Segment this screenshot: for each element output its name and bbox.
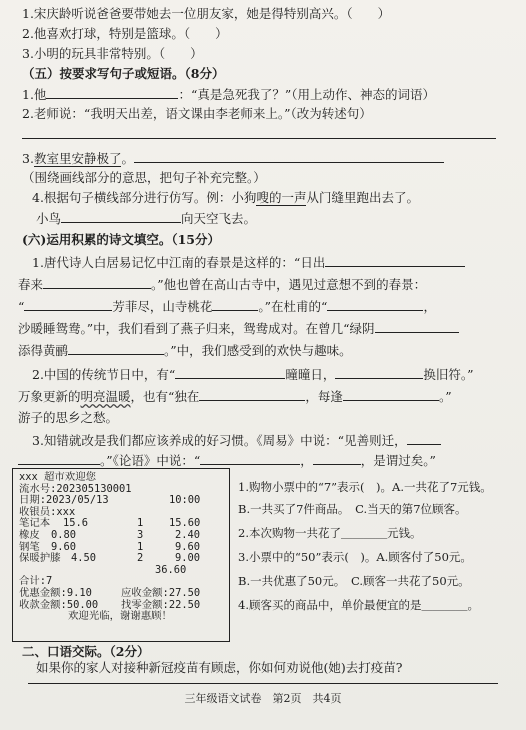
- receipt-header: xxx 超市欢迎您: [19, 471, 96, 483]
- part7-question: B.一共买了7件商品。 C.当天的第7位顾客。: [238, 502, 467, 516]
- part5-q4-line: 小鸟 向天空飞去。: [36, 211, 257, 226]
- answer-blank[interactable]: [175, 366, 285, 379]
- part6-line-7: 万象更新的明亮温暖，也有“独在 ，每逢 。”: [18, 389, 452, 404]
- part5-q3-note: （围绕画线部分的意思，把句子补充完整。）: [22, 170, 266, 185]
- answer-line[interactable]: [22, 138, 496, 139]
- part6-line-3: “ 芳菲尽，山寺桃花 。”在杜甫的“ ，: [18, 299, 436, 314]
- part8-prompt: 如果你的家人对接种新冠疫苗有顾虑，你如何劝说他(她)去打疫苗?: [36, 660, 403, 675]
- part6-line-9: 3.知错就改是我们都应该养成的好习惯。《周易》中说：“见善则迁，: [32, 432, 441, 449]
- part6-line-1: 1.唐代诗人白居易记忆中江南的春景是这样的：“日出: [32, 254, 465, 271]
- answer-blank[interactable]: [325, 254, 465, 267]
- part7-question: 4.顾客买的商品中，单价最便宜的是＿＿＿＿。: [238, 598, 479, 612]
- receipt-date-row: 日期:2023/05/13 10:00: [19, 494, 201, 507]
- receipt-item: 钢笔 9.60 1 9.60: [19, 540, 201, 553]
- answer-blank[interactable]: [407, 432, 441, 445]
- receipt-serial: 流水号:202305130001: [19, 482, 132, 495]
- part4-item-3: 3.小明的玩具非常特别。（ ）: [22, 46, 203, 61]
- answer-blank[interactable]: [46, 86, 178, 99]
- part7-question: B.一共优惠了50元。 C.顾客一共花了50元。: [238, 574, 470, 588]
- page-footer: 三年级语文试卷 第2页 共4页: [184, 692, 342, 705]
- answer-blank[interactable]: [68, 342, 164, 355]
- receipt-paid-row: 收款金额:50.00 找零金额:22.50: [19, 598, 201, 611]
- answer-blank[interactable]: [200, 452, 300, 465]
- answer-line[interactable]: [28, 683, 498, 684]
- answer-blank[interactable]: [18, 452, 100, 465]
- answer-blank[interactable]: [327, 298, 423, 311]
- part4-item-2: 2.他喜欢打球，特别是篮球。（ ）: [22, 26, 228, 41]
- answer-blank[interactable]: [43, 276, 151, 289]
- part6-line-6: 2.中国的传统节日中，有“ 曈曈日， 换旧符。”: [32, 367, 474, 382]
- part6-title: (六)运用积累的诗文填空。（15分）: [22, 232, 220, 247]
- part6-line-5: 添得黄鹂 。”中，我们感受到的欢快与趣味。: [18, 343, 352, 358]
- part7-question: 2.本次购物一共花了＿＿＿＿元钱。: [238, 526, 422, 540]
- answer-blank[interactable]: [212, 298, 258, 311]
- underlined-phrase: 嗖的一声: [256, 190, 307, 205]
- receipt-item: 保暖护膝 4.50 2 9.00: [19, 552, 201, 565]
- part7-question: 1.购物小票中的“7”表示( )。A.一共花了7元钱。: [238, 480, 492, 494]
- receipt-total-count: 合计:7: [19, 575, 53, 588]
- part8-title: 二、口语交际。（2分）: [22, 644, 150, 659]
- answer-blank[interactable]: [343, 388, 439, 401]
- part6-line-2: 春来 。”他也曾在高山古寺中，遇见过意想不到的春景：: [18, 277, 427, 292]
- part5-q1: 1.他 ：“真是急死我了？”（用上动作、神态的词语）: [22, 87, 435, 102]
- part5-q2: 2.老师说：“我明天出差，语文课由李老师来上。”（改为转述句）: [22, 106, 372, 121]
- part7-question: 3.小票中的“50”表示( )。A.顾客付了50元。: [238, 550, 472, 564]
- answer-blank[interactable]: [375, 320, 459, 333]
- underlined-phrase: 教室里安静极了: [33, 151, 122, 166]
- receipt-cashier: 收银员:xxx: [19, 505, 76, 518]
- answer-blank[interactable]: [313, 452, 361, 465]
- part6-line-4: 沙暖睡鸳鸯。”中，我们看到了燕子归来，鸳鸯成对。在曾几“绿阴: [18, 320, 459, 337]
- receipt: [12, 468, 230, 642]
- answer-blank[interactable]: [199, 388, 305, 401]
- part5-q4: 4.根据句子横线部分进行仿写。例：小狗嗖的一声从门缝里跑出去了。: [32, 190, 419, 205]
- receipt-footer: 欢迎光临，谢谢惠顾！: [68, 610, 172, 623]
- part6-line-10: 。”《论语》中说：“ ， ，是谓过矣。”: [18, 452, 436, 469]
- answer-blank[interactable]: [24, 298, 112, 311]
- receipt-item: 橡皮 0.80 3 2.40: [19, 528, 201, 541]
- part5-title: （五）按要求写句子或短语。（8分）: [22, 66, 225, 81]
- receipt-item: 笔记本 15.6 1 15.60: [19, 517, 201, 530]
- receipt-subtotal: 36.60: [155, 563, 187, 576]
- part6-line-8: 游子的思乡之愁。: [18, 410, 119, 425]
- answer-blank[interactable]: [134, 150, 444, 163]
- answer-blank[interactable]: [335, 366, 423, 379]
- receipt-discount-row: 优惠金额:9.10 应收金额:27.50: [19, 586, 201, 599]
- part5-q3: 3.教室里安静极了。: [22, 150, 444, 167]
- part4-item-1: 1.宋庆龄听说爸爸要带她去一位朋友家，她是得特别高兴。（ ）: [22, 6, 391, 21]
- answer-blank[interactable]: [61, 210, 181, 223]
